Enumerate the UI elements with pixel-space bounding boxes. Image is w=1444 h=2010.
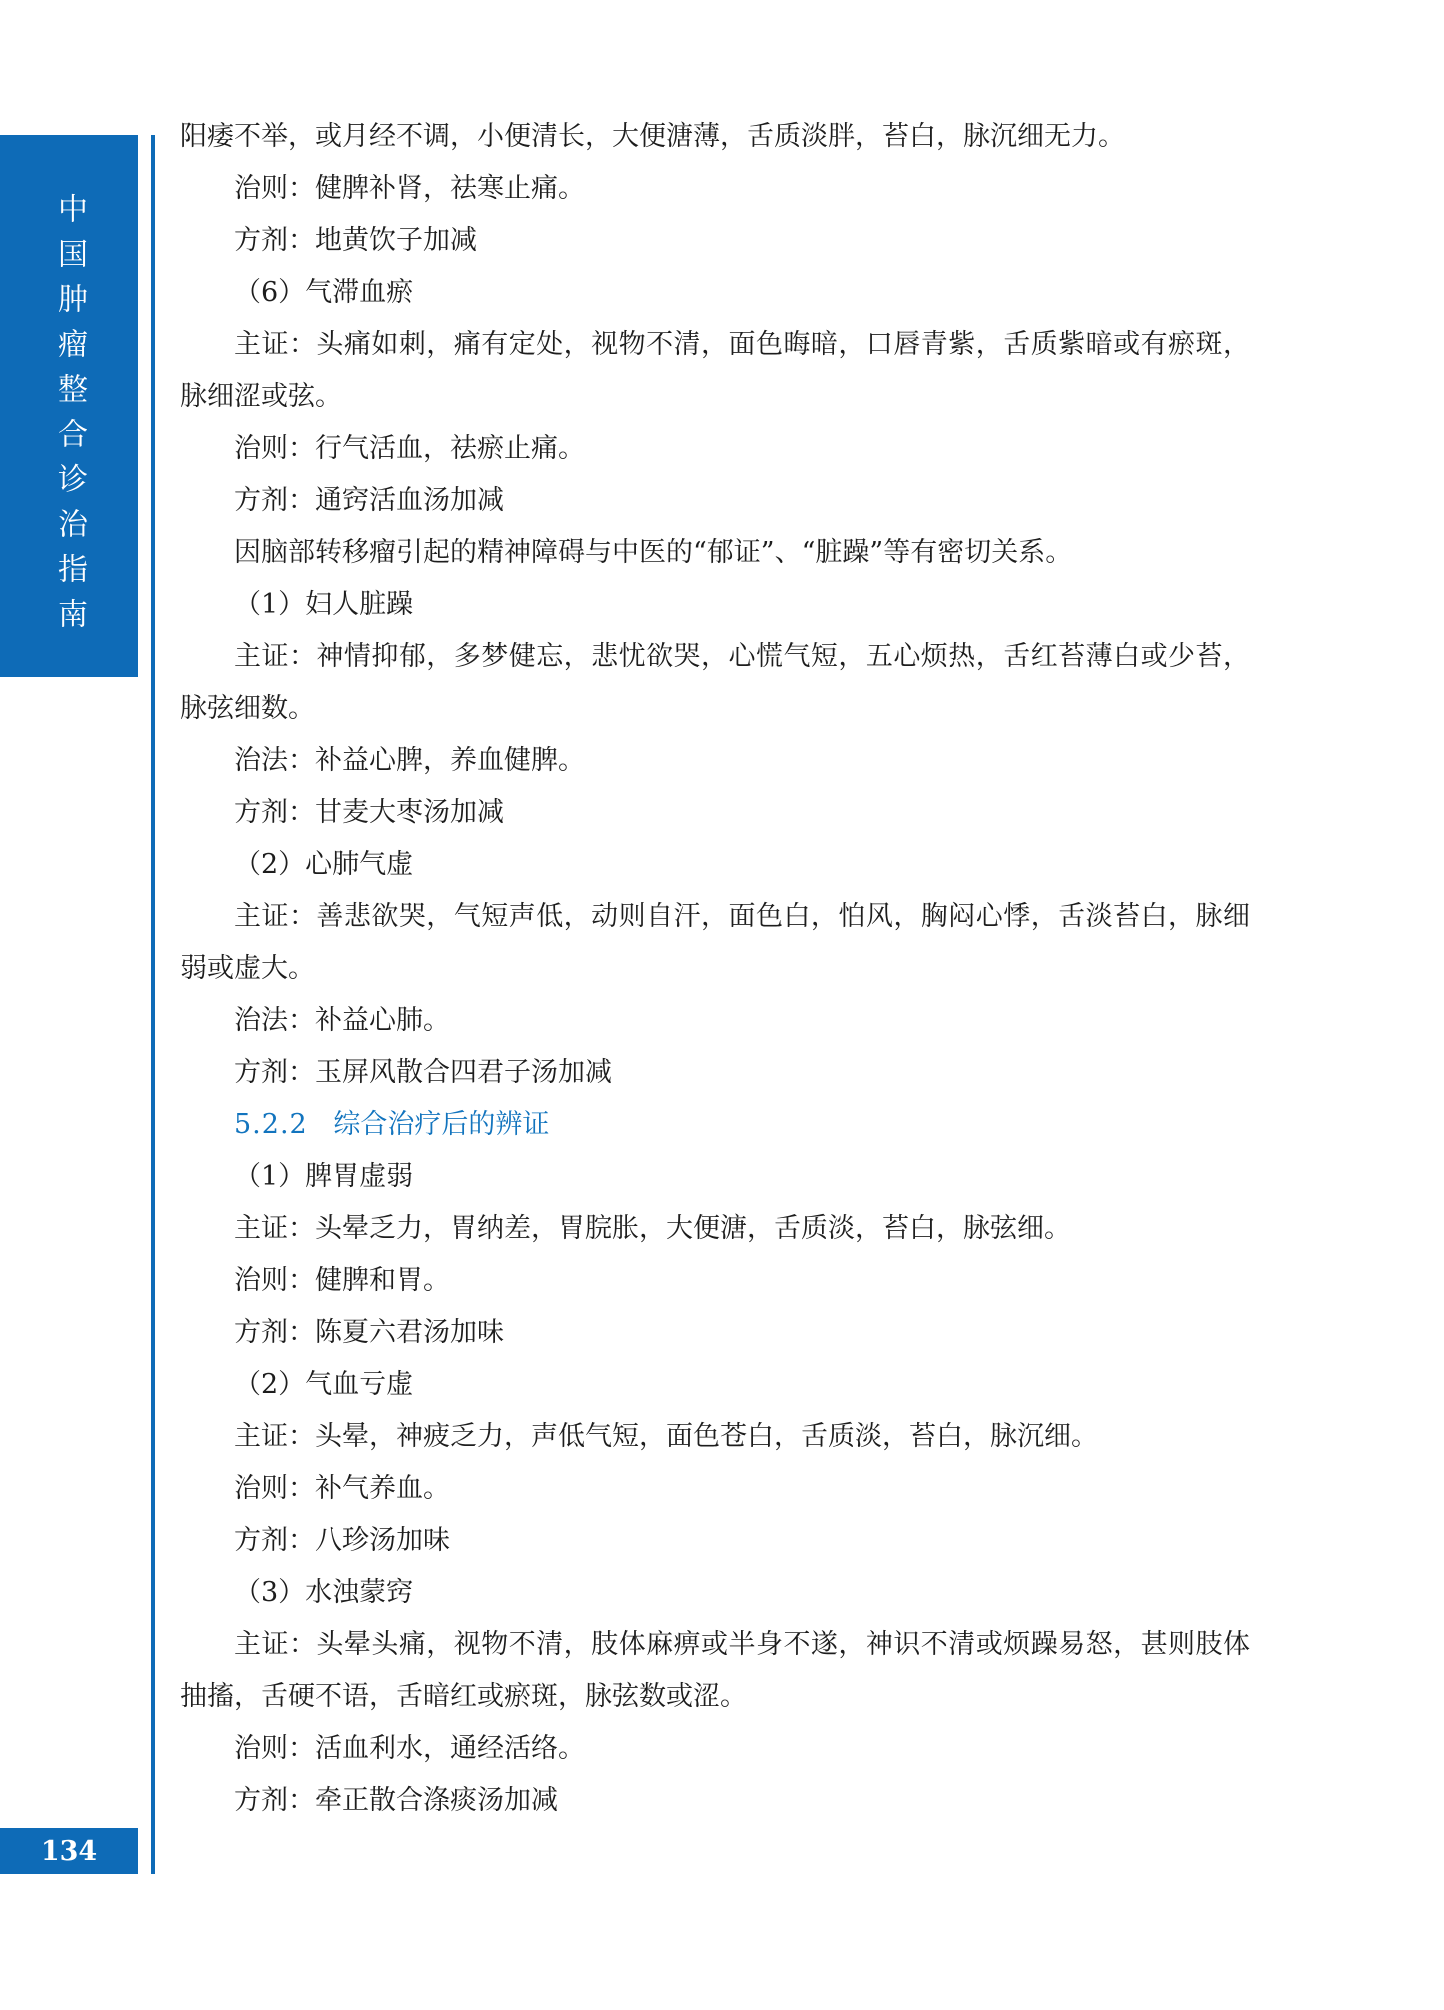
paragraph: 因脑部转移瘤引起的精神障碍与中医的“郁证”、“脏躁”等有密切关系。 (234, 537, 1073, 568)
paragraph: （6）气滞血瘀 (234, 277, 414, 308)
paragraph: 主证：神情抑郁，多梦健忘，悲忧欲哭，心慌气短，五心烦热，舌红苔薄白或少苔，脉弦细数。 (180, 641, 1250, 724)
paragraph: （3）水浊蒙窍 (234, 1577, 414, 1608)
paragraph: （1）脾胃虚弱 (234, 1161, 414, 1192)
paragraph: 主证：头晕乏力，胃纳差，胃脘胀，大便溏，舌质淡，苔白，脉弦细。 (234, 1213, 1071, 1244)
book-spine-title: 中国肿瘤整合诊治指南 (52, 193, 87, 643)
page-body (180, 111, 1250, 1827)
paragraph: 治则：活血利水，通经活络。 (234, 1733, 585, 1764)
paragraph: （2）气血亏虚 (234, 1369, 414, 1400)
paragraph: 治则：健脾和胃。 (234, 1265, 450, 1296)
paragraph: （1）妇人脏躁 (234, 589, 414, 620)
vertical-divider-rule (151, 135, 155, 1874)
paragraph: 方剂：牵正散合涤痰汤加减 (234, 1785, 558, 1816)
paragraph: 主证：头晕，神疲乏力，声低气短，面色苍白，舌质淡，苔白，脉沉细。 (234, 1421, 1098, 1452)
paragraph: 方剂：八珍汤加味 (234, 1525, 450, 1556)
section-heading-number: 5.2.2 (234, 1109, 308, 1140)
paragraph: 方剂：地黄饮子加减 (234, 225, 477, 256)
page-number: 134 (40, 1835, 98, 1867)
section-heading-title: 综合治疗后的辨证 (333, 1109, 550, 1140)
paragraph: 方剂：通窍活血汤加减 (234, 485, 504, 516)
paragraph: 方剂：甘麦大枣汤加减 (234, 797, 504, 828)
book-spine (0, 135, 138, 677)
paragraph: 治法：补益心肺。 (234, 1005, 450, 1036)
paragraph: 治则：补气养血。 (234, 1473, 450, 1504)
page-number-badge (0, 1828, 138, 1874)
paragraph: 治则：健脾补肾，祛寒止痛。 (234, 173, 585, 204)
paragraph: 方剂：玉屏风散合四君子汤加减 (234, 1057, 612, 1088)
paragraph: 主证：头晕头痛，视物不清，肢体麻痹或半身不遂，神识不清或烦躁易怒，甚则肢体抽搐，舌硬不语，舌暗红或瘀斑，脉弦数或涩。 (180, 1629, 1250, 1712)
paragraph: 阳痿不举，或月经不调，小便清长，大便溏薄，舌质淡胖，苔白，脉沉细无力。 (180, 121, 1125, 152)
paragraph: （2）心肺气虚 (234, 849, 414, 880)
paragraph: 主证：善悲欲哭，气短声低，动则自汗，面色白，怕风，胸闷心悸，舌淡苔白，脉细弱或虚大。 (180, 901, 1250, 984)
paragraph: 治则：行气活血，祛瘀止痛。 (234, 433, 585, 464)
section-heading (180, 1099, 1250, 1151)
paragraph: 方剂：陈夏六君汤加味 (234, 1317, 504, 1348)
paragraph: 主证：头痛如刺，痛有定处，视物不清，面色晦暗，口唇青紫，舌质紫暗或有瘀斑，脉细涩或弦。 (180, 329, 1250, 412)
paragraph: 治法：补益心脾，养血健脾。 (234, 745, 585, 776)
